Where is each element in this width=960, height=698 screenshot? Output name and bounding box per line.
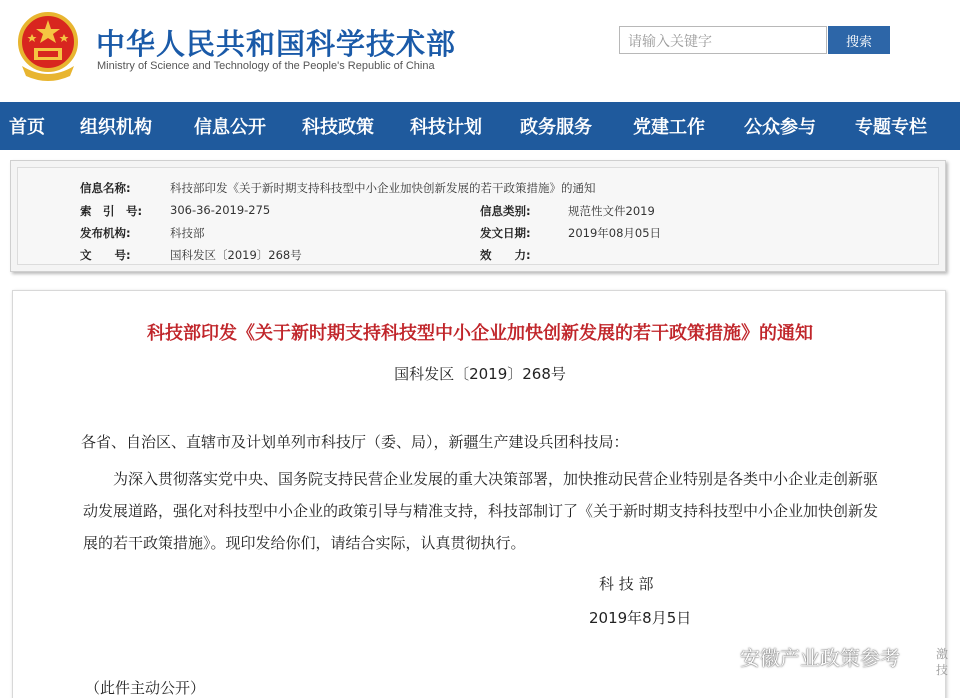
info-category-label: 信息类别: — [480, 204, 531, 218]
wechat-watermark — [700, 642, 900, 671]
document-title: 科技部印发《关于新时期支持科技型中小企业加快创新发展的若干政策措施》的通知 — [147, 323, 813, 344]
site-title[interactable]: 中华人民共和国科学技术部 — [96, 27, 457, 61]
nav-item-organization[interactable]: 组织机构 — [80, 117, 152, 138]
nav-item-policy[interactable]: 科技政策 — [302, 117, 374, 138]
info-name-value: 科技部印发《关于新时期支持科技型中小企业加快创新发展的若干政策措施》的通知 — [170, 181, 596, 195]
info-inner-panel — [17, 167, 939, 265]
info-date-label: 发文日期: — [480, 226, 531, 240]
document-sign-date: 2019年8月5日 — [589, 609, 692, 627]
document-footnote: （此件主动公开） — [85, 679, 206, 697]
info-publisher-value: 科技部 — [170, 226, 205, 240]
search-button[interactable]: 搜索 — [828, 26, 890, 54]
document-salutation: 各省、自治区、直辖市及计划单列市科技厅（委、局），新疆生产建设兵团科技局： — [81, 433, 629, 451]
info-validity-label: 效 力: — [480, 248, 531, 262]
info-index-value: 306-36-2019-275 — [170, 203, 271, 217]
nav-item-services[interactable]: 政务服务 — [520, 117, 592, 138]
site-subtitle: Ministry of Science and Technology of the People's Republic of China — [97, 60, 435, 72]
document-signer: 科 技 部 — [599, 575, 654, 593]
search-input[interactable]: 请输入关键字 — [619, 26, 827, 54]
info-name-label: 信息名称: — [80, 181, 131, 195]
side-watermark-text: 激 技 — [936, 647, 949, 677]
info-publisher-label: 发布机构: — [80, 226, 131, 240]
nav-item-topics[interactable]: 专题专栏 — [855, 117, 927, 138]
nav-item-participation[interactable]: 公众参与 — [744, 117, 816, 138]
info-index-label: 索 引 号: — [80, 204, 143, 218]
info-category-value: 规范性文件2019 — [568, 204, 655, 218]
nav-item-plans[interactable]: 科技计划 — [410, 117, 482, 138]
nav-item-home[interactable]: 首页 — [9, 117, 45, 138]
info-docno-label: 文 号: — [80, 248, 131, 262]
site-header — [0, 0, 960, 100]
watermark-text: 安徽产业政策参考 — [740, 646, 900, 670]
info-date-value: 2019年08月05日 — [568, 226, 662, 240]
nav-item-party[interactable]: 党建工作 — [633, 117, 705, 138]
national-emblem-icon[interactable] — [14, 10, 82, 82]
document-number: 国科发区〔2019〕268号 — [394, 365, 566, 383]
document-body — [12, 290, 946, 698]
document-paragraph: 为深入贯彻落实党中央、国务院支持民营企业发展的重大决策部署，加快推动民营企业特别是各类中小企业走创新驱动发展道路，强化对科技型中小企业的政策引导与精准支持，科技部制订了《关于新时期支持科技型中小企业加快创新发展的若干政策措施》。现印发给你们，请结合实际，认真贯彻执行。 — [83, 470, 879, 552]
main-nav — [0, 102, 960, 150]
info-metadata-box — [10, 160, 946, 272]
wechat-icon — [700, 644, 734, 670]
info-docno-value: 国科发区〔2019〕268号 — [170, 248, 302, 262]
nav-item-info-disclosure[interactable]: 信息公开 — [194, 117, 266, 138]
